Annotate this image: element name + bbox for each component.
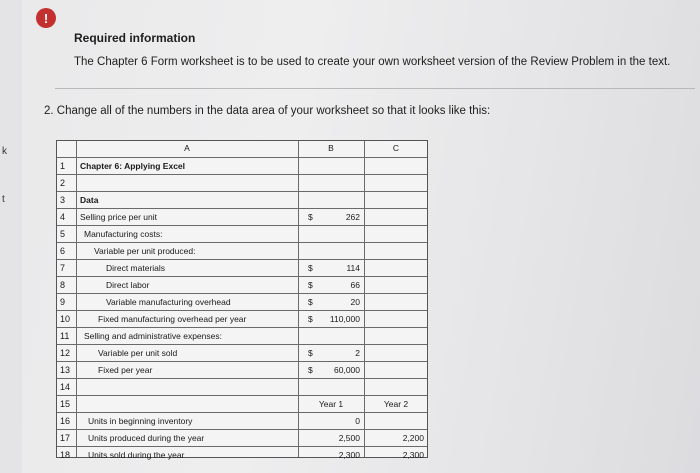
row-number: 12 xyxy=(60,348,71,358)
grid-line xyxy=(57,412,427,413)
grid-line xyxy=(57,225,427,226)
value-col-c xyxy=(364,159,424,174)
dollar-sign: $ xyxy=(308,212,313,222)
required-info-panel xyxy=(22,0,700,92)
value-col-c xyxy=(364,210,424,225)
row-label: Direct labor xyxy=(106,280,150,290)
required-info-title: Required information xyxy=(74,31,196,45)
row-number: 17 xyxy=(60,433,71,443)
rail-glyph-t: t xyxy=(2,194,5,205)
value-col-b xyxy=(298,380,360,395)
row-label: Units in beginning inventory xyxy=(88,416,193,426)
divider xyxy=(55,88,695,89)
column-header-b: B xyxy=(328,143,334,153)
dollar-sign: $ xyxy=(308,297,313,307)
row-number: 4 xyxy=(60,212,66,222)
grid-line xyxy=(57,310,427,311)
grid-line xyxy=(57,446,427,447)
dollar-sign: $ xyxy=(308,263,313,273)
value-col-b: 110,000 xyxy=(329,314,360,324)
value-col-c xyxy=(364,363,424,378)
grid-line xyxy=(57,395,427,396)
value-col-c xyxy=(364,295,424,310)
row-number: 18 xyxy=(60,450,71,460)
year-2-header: Year 2 xyxy=(383,399,409,409)
row-label: Variable per unit sold xyxy=(98,348,178,358)
dollar-sign: $ xyxy=(308,365,313,375)
value-col-b: 0 xyxy=(355,416,360,426)
value-col-c xyxy=(364,312,424,327)
value-col-c: 2,200 xyxy=(402,433,424,443)
grid-line xyxy=(57,378,427,379)
row-label: Selling and administrative expenses: xyxy=(84,331,222,341)
value-col-b: 114 xyxy=(346,263,360,273)
value-col-b xyxy=(298,159,360,174)
dollar-sign: $ xyxy=(308,280,313,290)
left-rail xyxy=(0,0,22,473)
value-col-b: 2,500 xyxy=(338,433,360,443)
rail-glyph-k: k xyxy=(2,146,7,157)
grid-line xyxy=(57,157,427,158)
row-number: 7 xyxy=(60,263,66,273)
grid-line xyxy=(57,361,427,362)
value-col-b xyxy=(298,176,360,191)
row-label: Fixed per year xyxy=(98,365,153,375)
grid-line xyxy=(57,293,427,294)
row-number: 15 xyxy=(60,399,71,409)
required-info-text: The Chapter 6 Form worksheet is to be used to create your own worksheet version of the Review Problem in the text. xyxy=(74,56,671,68)
row-number: 6 xyxy=(60,246,66,256)
grid-line xyxy=(57,429,427,430)
row-number: 5 xyxy=(60,229,66,239)
grid-line xyxy=(57,174,427,175)
dollar-sign: $ xyxy=(308,314,313,324)
value-col-c xyxy=(364,380,424,395)
row-number: 8 xyxy=(60,280,66,290)
value-col-b: 66 xyxy=(350,280,360,290)
row-label: Data xyxy=(80,195,99,205)
row-number: 9 xyxy=(60,297,66,307)
value-col-b xyxy=(298,193,360,208)
row-label: Direct materials xyxy=(106,263,166,273)
row-label: Variable per unit produced: xyxy=(94,246,196,256)
column-header-c: C xyxy=(392,143,400,153)
row-label: Selling price per unit xyxy=(80,212,158,222)
grid-line xyxy=(76,141,77,457)
value-col-c xyxy=(364,329,424,344)
row-number: 10 xyxy=(60,314,71,324)
value-col-c xyxy=(364,278,424,293)
value-col-b: 60,000 xyxy=(334,365,360,375)
instruction-text: 2. Change all of the numbers in the data area of your worksheet so that it looks like this: xyxy=(44,105,491,117)
row-number: 2 xyxy=(60,178,66,188)
row-label: Manufacturing costs: xyxy=(84,229,163,239)
dollar-sign: $ xyxy=(308,348,313,358)
grid-line xyxy=(57,327,427,328)
value-col-b: 2,300 xyxy=(338,450,360,460)
grid-line xyxy=(57,259,427,260)
grid-line xyxy=(57,191,427,192)
row-number: 14 xyxy=(60,382,71,392)
value-col-c xyxy=(364,414,424,429)
row-label: Units sold during the year xyxy=(88,450,185,460)
row-label: Variable manufacturing overhead xyxy=(106,297,231,307)
worksheet-image xyxy=(56,140,428,458)
row-number: 11 xyxy=(60,331,70,341)
row-label: Fixed manufacturing overhead per year xyxy=(98,314,247,324)
value-col-b: 2 xyxy=(355,348,360,358)
grid-line xyxy=(57,208,427,209)
year-1-header: Year 1 xyxy=(318,399,344,409)
column-header-a: A xyxy=(184,143,190,153)
row-number: 3 xyxy=(60,195,66,205)
grid-line xyxy=(57,242,427,243)
value-col-c xyxy=(364,193,424,208)
row-label: Chapter 6: Applying Excel xyxy=(80,161,186,171)
value-col-c xyxy=(364,227,424,242)
value-col-b xyxy=(298,227,360,242)
row-label: Units produced during the year xyxy=(88,433,205,443)
value-col-c: 2,300 xyxy=(402,450,424,460)
value-col-c xyxy=(364,346,424,361)
row-number: 13 xyxy=(60,365,71,375)
value-col-b: 262 xyxy=(345,212,360,222)
value-col-b xyxy=(298,329,360,344)
alert-icon: ! xyxy=(36,8,56,28)
value-col-c xyxy=(364,261,424,276)
value-col-c xyxy=(364,244,424,259)
grid-line xyxy=(57,344,427,345)
value-col-b: 20 xyxy=(350,297,360,307)
value-col-c xyxy=(364,176,424,191)
row-number: 16 xyxy=(60,416,71,426)
value-col-b xyxy=(298,244,360,259)
row-number: 1 xyxy=(60,161,66,171)
grid-line xyxy=(57,276,427,277)
